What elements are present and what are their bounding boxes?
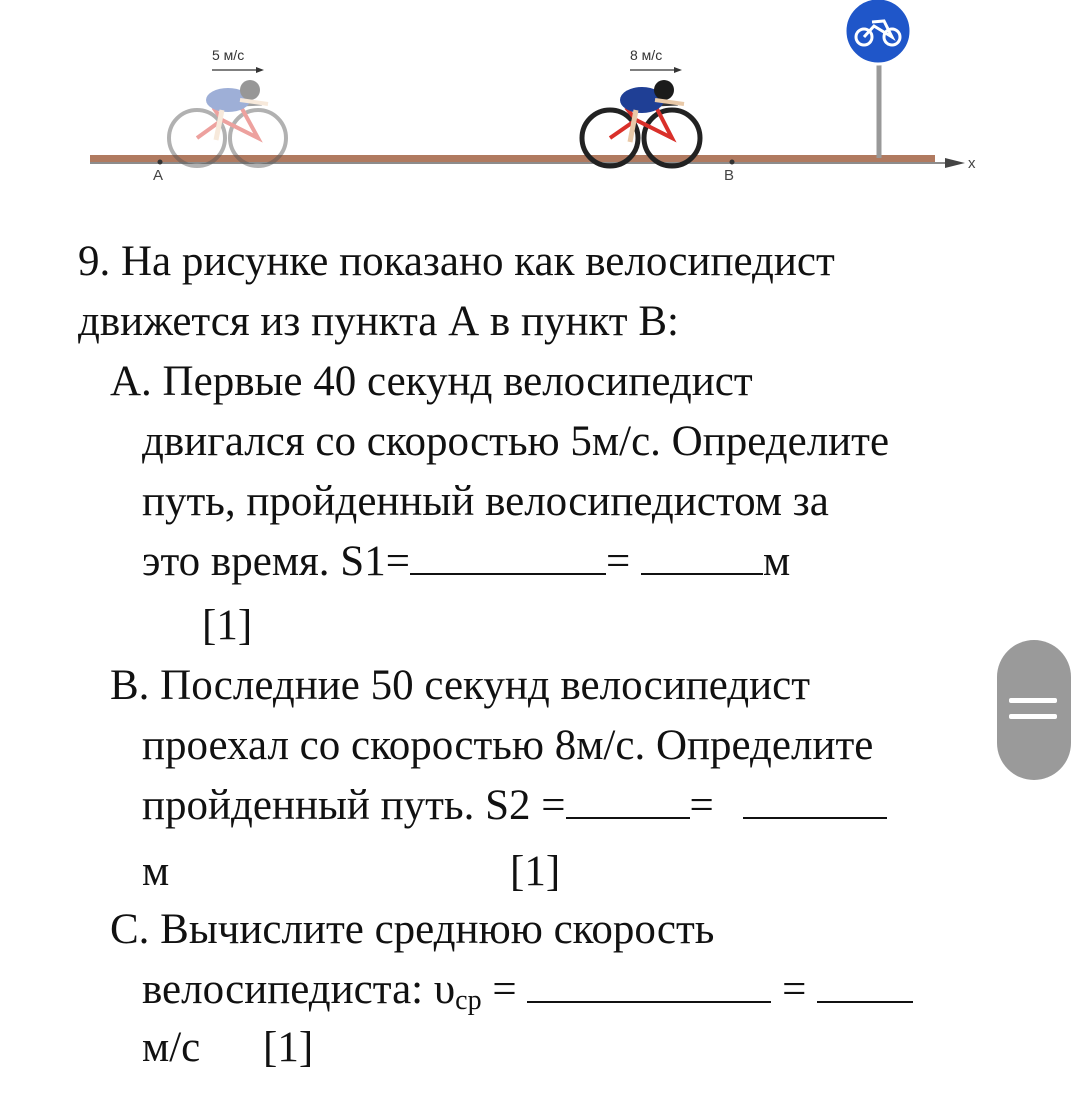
part-a-s1-prefix: это время. S [142, 538, 365, 585]
part-a-s1-sub: 1 [364, 538, 386, 585]
handle-bar-top [1009, 698, 1057, 703]
part-a-eq2: = [606, 538, 631, 585]
part-c-blank-answer[interactable] [817, 961, 913, 1003]
part-a-eq: = [385, 538, 410, 585]
part-b-line-1: B. Последние 50 секунд велосипедист [110, 662, 811, 709]
x-axis-arrow [945, 158, 965, 168]
speed-a-arrowhead [256, 67, 264, 73]
part-c-line-1: C. Вычислите среднюю скорость [110, 906, 715, 953]
drag-handle-button[interactable] [997, 640, 1071, 780]
intro-line-1: 9. На рисунке показано как велосипедист [78, 238, 835, 285]
part-b-s2-sub: 2 [509, 782, 531, 829]
bicycle-sign-icon [845, 0, 911, 64]
part-b-line-3 [142, 776, 887, 836]
handle-bar-bottom [1009, 714, 1057, 719]
part-c-unit: м/с [142, 1024, 201, 1071]
part-c-mark: [1] [263, 1024, 314, 1071]
part-b-mark: [1] [510, 848, 561, 895]
part-b-unit: м [142, 848, 170, 895]
part-a-line-4 [142, 532, 790, 592]
x-axis-label: x [968, 155, 976, 172]
part-b-eq: = [530, 782, 566, 829]
part-b-blank-answer[interactable] [743, 777, 887, 819]
point-a-label: A [153, 167, 164, 184]
part-c-blank-formula[interactable] [527, 961, 771, 1003]
speed-b-arrowhead [674, 67, 682, 73]
intro-line-2: движется из пункта А в пункт В: [78, 298, 679, 345]
part-a-line-3: путь, пройденный велосипедистом за [142, 478, 829, 525]
part-a-unit: м [763, 538, 791, 585]
point-b-marker [730, 160, 735, 165]
part-b-eq2: = [689, 782, 714, 829]
part-c-eq2: = [771, 966, 818, 1013]
cyclist-b-icon [582, 80, 700, 166]
part-b-blank-formula[interactable] [566, 777, 690, 819]
part-c-line-3 [142, 1018, 313, 1078]
part-c-v-sub: ср [455, 985, 482, 1016]
part-a-blank-formula[interactable] [410, 533, 606, 575]
speed-a-label: 5 м/с [212, 47, 245, 63]
part-a-line-1: A. Первые 40 секунд велосипедист [110, 358, 753, 405]
speed-b-label: 8 м/с [630, 47, 663, 63]
part-c-v-prefix: велосипедиста: υ [142, 966, 456, 1013]
part-a-blank-answer[interactable] [641, 533, 763, 575]
part-a-line-2: двигался со скоростью 5м/с. Определите [142, 418, 890, 465]
part-b-line-2: проехал со скоростью 8м/с. Определите [142, 722, 874, 769]
point-b-label: B [724, 167, 735, 184]
point-a-marker [158, 160, 163, 165]
part-b-s2-prefix: пройденный путь. S [142, 782, 509, 829]
cyclist-a-icon [169, 80, 286, 166]
part-c-eq: = [481, 966, 528, 1013]
cyclist-figure [0, 0, 1080, 210]
part-a-mark: [1] [202, 602, 253, 649]
